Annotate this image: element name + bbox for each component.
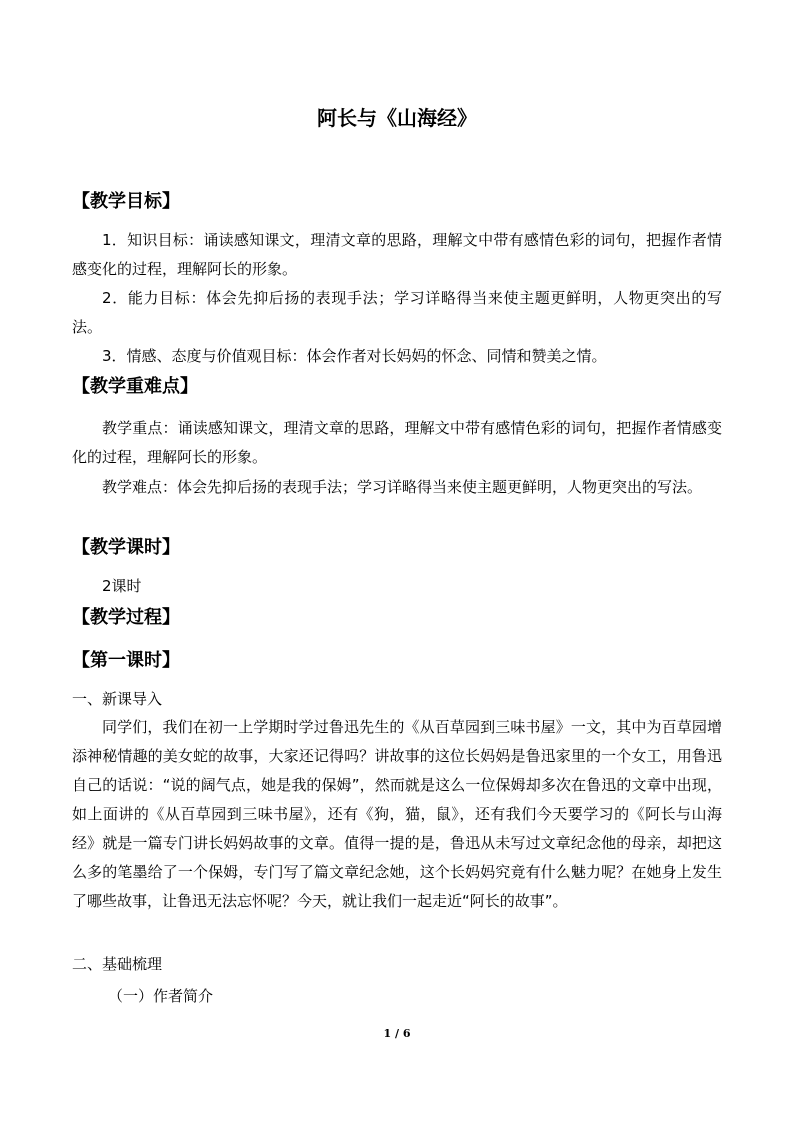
intro-paragraph: 同学们，我们在初一上学期时学过鲁迅先生的《从百草园到三味书屋》一文，其中为百草园增添神秘情趣的美女蛇的故事，大家还记得吗？讲故事的这位长妈妈是鲁迅家里的一个女工，用鲁迅自己的话说：“说的阔气点，她是我的保姆”，然而就是这么一位保姆却多次在鲁迅的文章中出现，如上面讲的《从百草园到三味书屋》，还有《狗，猫，鼠》，还有我们今天要学习的《阿长与山海经》就是一篇专门讲长妈妈故事的文章。值得一提的是，鲁迅从未写过文章纪念他的母亲，却把这么多的笔墨给了一个保姆，专门写了篇文章纪念她，这个长妈妈究竟有什么魅力呢？在她身上发生了哪些故事，让鲁迅无法忘怀呢？今天，就让我们一起走近“阿长的故事”。 [72,718,722,910]
goal-ability-paragraph: 2．能力目标：体会先抑后扬的表现手法；学习详略得当来使主题更鲜明，人物更突出的写法。 [72,289,722,336]
teaching-goals-heading: 【教学目标】 [72,191,180,212]
intro-heading: 一、新课导入 [72,690,163,708]
goal-knowledge-paragraph: 1．知识目标：诵读感知课文，理清文章的思路，理解文中带有感情色彩的词句，把握作者情感变化的过程，理解阿长的形象。 [72,231,722,278]
key-point-focus-paragraph: 教学重点：诵读感知课文，理清文章的思路，理解文中带有感情色彩的词句，把握作者情感变化的过程，理解阿长的形象。 [72,419,722,466]
teaching-process-heading: 【教学过程】 [72,607,180,628]
goal-emotion-paragraph: 3．情感、态度与价值观目标：体会作者对长妈妈的怀念、同情和赞美之情。 [102,347,607,365]
teaching-hours-value: 2课时 [102,577,142,595]
basics-heading: 二、基础梳理 [72,955,163,973]
first-lesson-heading: 【第一课时】 [72,650,180,671]
author-intro-subheading: （一）作者简介 [108,987,214,1005]
page-number: 1 / 6 [383,1027,411,1040]
teaching-hours-heading: 【教学课时】 [72,537,180,558]
page-title: 阿长与《山海经》 [317,106,477,130]
key-points-heading: 【教学重难点】 [72,376,198,397]
key-point-difficulty-paragraph: 教学难点：体会先抑后扬的表现手法；学习详略得当来使主题更鲜明，人物更突出的写法。 [102,478,703,496]
